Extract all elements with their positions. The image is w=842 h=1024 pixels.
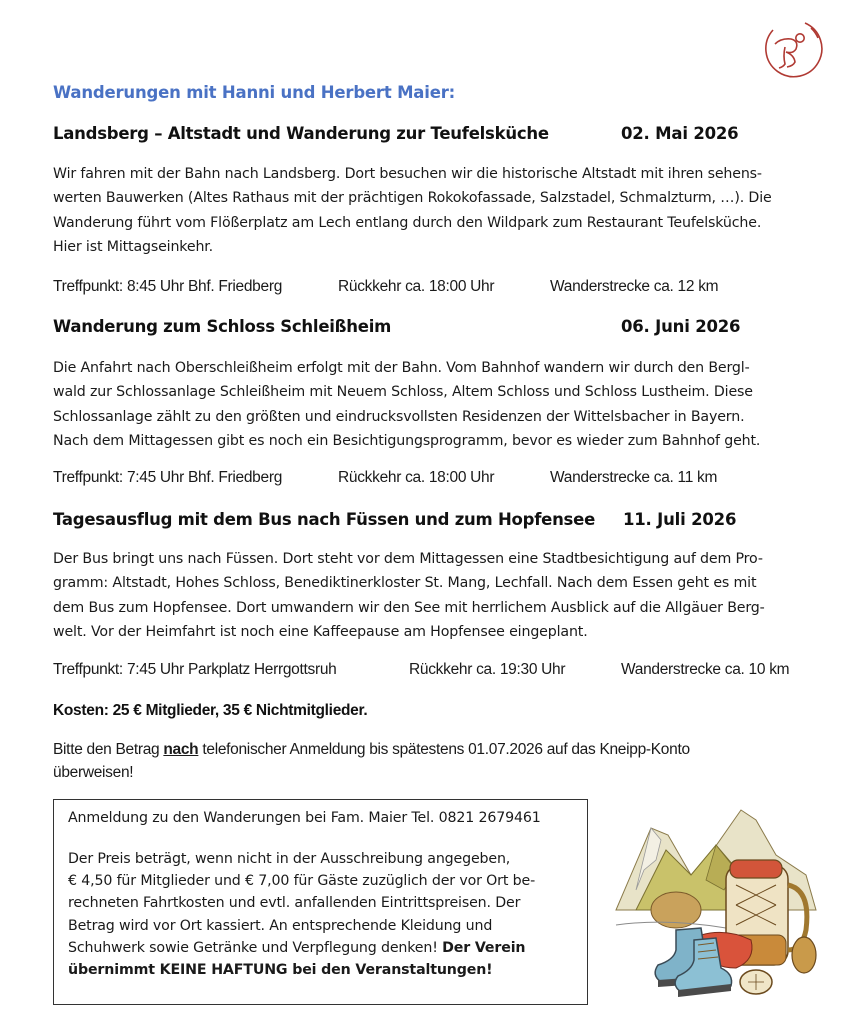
registration-heading: Anmeldung zu den Wanderungen bei Fam. Maier Tel. 0821 2679461 <box>68 810 541 826</box>
payment-text: telefonischer Anmeldung bis spätestens 01.07.2026 auf das Kneipp-Konto <box>198 741 690 758</box>
runner-logo-icon <box>761 16 823 78</box>
intro-heading: Wanderungen mit Hanni und Herbert Maier: <box>53 83 456 102</box>
registration-line: Der Preis beträgt, wenn nicht in der Ausschreibung angegeben, <box>68 851 511 867</box>
description-line: Die Anfahrt nach Oberschleißheim erfolgt mit der Bahn. Vom Bahnhof wandern wir durch den Bergl- <box>53 360 750 376</box>
payment-note <box>53 738 690 784</box>
hiking-gear-illustration <box>606 800 832 1000</box>
description-line: wald zur Schlossanlage Schleißheim mit Neuem Schloss, Altem Schloss und Schloss Lustheim. Diese <box>53 384 753 401</box>
event-date: 11. Juli 2026 <box>623 510 737 529</box>
event-return-time: Rückkehr ca. 19:30 Uhr <box>409 661 566 678</box>
event-title: Landsberg – Altstadt und Wanderung zur Teufelsküche <box>53 124 549 143</box>
event-description <box>53 162 818 259</box>
description-line: gramm: Altstadt, Hohes Schloss, Benediktinerkloster St. Mang, Lechfall. Nach dem Essen geht es mit <box>53 575 757 592</box>
registration-line: rechneten Fahrtkosten und evtl. anfallenden Eintrittspreisen. Der <box>68 895 521 912</box>
event-date: 02. Mai 2026 <box>621 124 739 143</box>
liability-note: Der Verein <box>442 939 526 956</box>
event-description <box>53 547 818 644</box>
event-distance: Wanderstrecke ca. 12 km <box>550 278 719 295</box>
event-meeting-point: Treffpunkt: 7:45 Uhr Parkplatz Herrgottsruh <box>53 661 337 678</box>
event-meeting-point: Treffpunkt: 8:45 Uhr Bhf. Friedberg <box>53 278 283 295</box>
event-date: 06. Juni 2026 <box>621 317 741 336</box>
registration-info-box <box>53 799 588 1005</box>
event-description <box>53 356 818 453</box>
description-line: Schlossanlage zählt zu den größten und eindrucksvollsten Residenzen der Wittelsbacher in Bayern. <box>53 408 745 425</box>
registration-line: Schuhwerk sowie Getränke und Verpflegung denken! <box>68 939 443 956</box>
registration-line: Betrag wird vor Ort kassiert. An entsprechende Kleidung und <box>68 917 493 934</box>
description-line: werten Bauwerken (Altes Rathaus mit der prächtigen Rokokofassade, Salzstadel, Schmalzturm, …). Die <box>53 190 772 207</box>
cost-line: Kosten: 25 € Mitglieder, 35 € Nichtmitglieder. <box>53 702 368 719</box>
event-distance: Wanderstrecke ca. 11 km <box>550 469 718 486</box>
event-meeting-point: Treffpunkt: 7:45 Uhr Bhf. Friedberg <box>53 469 283 486</box>
description-line: Hier ist Mittagseinkehr. <box>53 238 214 255</box>
event-return-time: Rückkehr ca. 18:00 Uhr <box>338 278 495 295</box>
description-line: dem Bus zum Hopfensee. Dort umwandern wir den See mit herrlichem Ausblick auf die Allgäuer Berg- <box>53 599 765 616</box>
payment-text: Bitte den Betrag <box>53 741 164 758</box>
registration-line: € 4,50 für Mitglieder und € 7,00 für Gäste zuzüglich der vor Ort be- <box>68 873 536 890</box>
liability-note: übernimmt KEINE HAFTUNG bei den Veranstaltungen! <box>68 962 493 979</box>
event-return-time: Rückkehr ca. 18:00 Uhr <box>338 469 495 486</box>
registration-body <box>68 848 535 981</box>
description-line: Der Bus bringt uns nach Füssen. Dort steht vor dem Mittagessen eine Stadtbesichtigung auf dem Pro- <box>53 551 763 567</box>
payment-text: überweisen! <box>53 764 134 781</box>
event-distance: Wanderstrecke ca. 10 km <box>621 661 790 678</box>
event-title: Wanderung zum Schloss Schleißheim <box>53 317 392 336</box>
payment-emphasis: nach <box>163 741 199 758</box>
description-line: Nach dem Mittagessen gibt es noch ein Besichtigungsprogramm, bevor es wieder zum Bahnhof geht. <box>53 432 761 449</box>
event-title: Tagesausflug mit dem Bus nach Füssen und zum Hopfensee <box>53 510 596 529</box>
description-line: welt. Vor der Heimfahrt ist noch eine Kaffeepause am Hopfensee eingeplant. <box>53 623 588 640</box>
description-line: Wanderung führt vom Flößerplatz am Lech entlang durch den Wildpark zum Restaurant Teufelsküche. <box>53 214 762 231</box>
description-line: Wir fahren mit der Bahn nach Landsberg. Dort besuchen wir die historische Altstadt mit ihren sehens- <box>53 166 762 182</box>
